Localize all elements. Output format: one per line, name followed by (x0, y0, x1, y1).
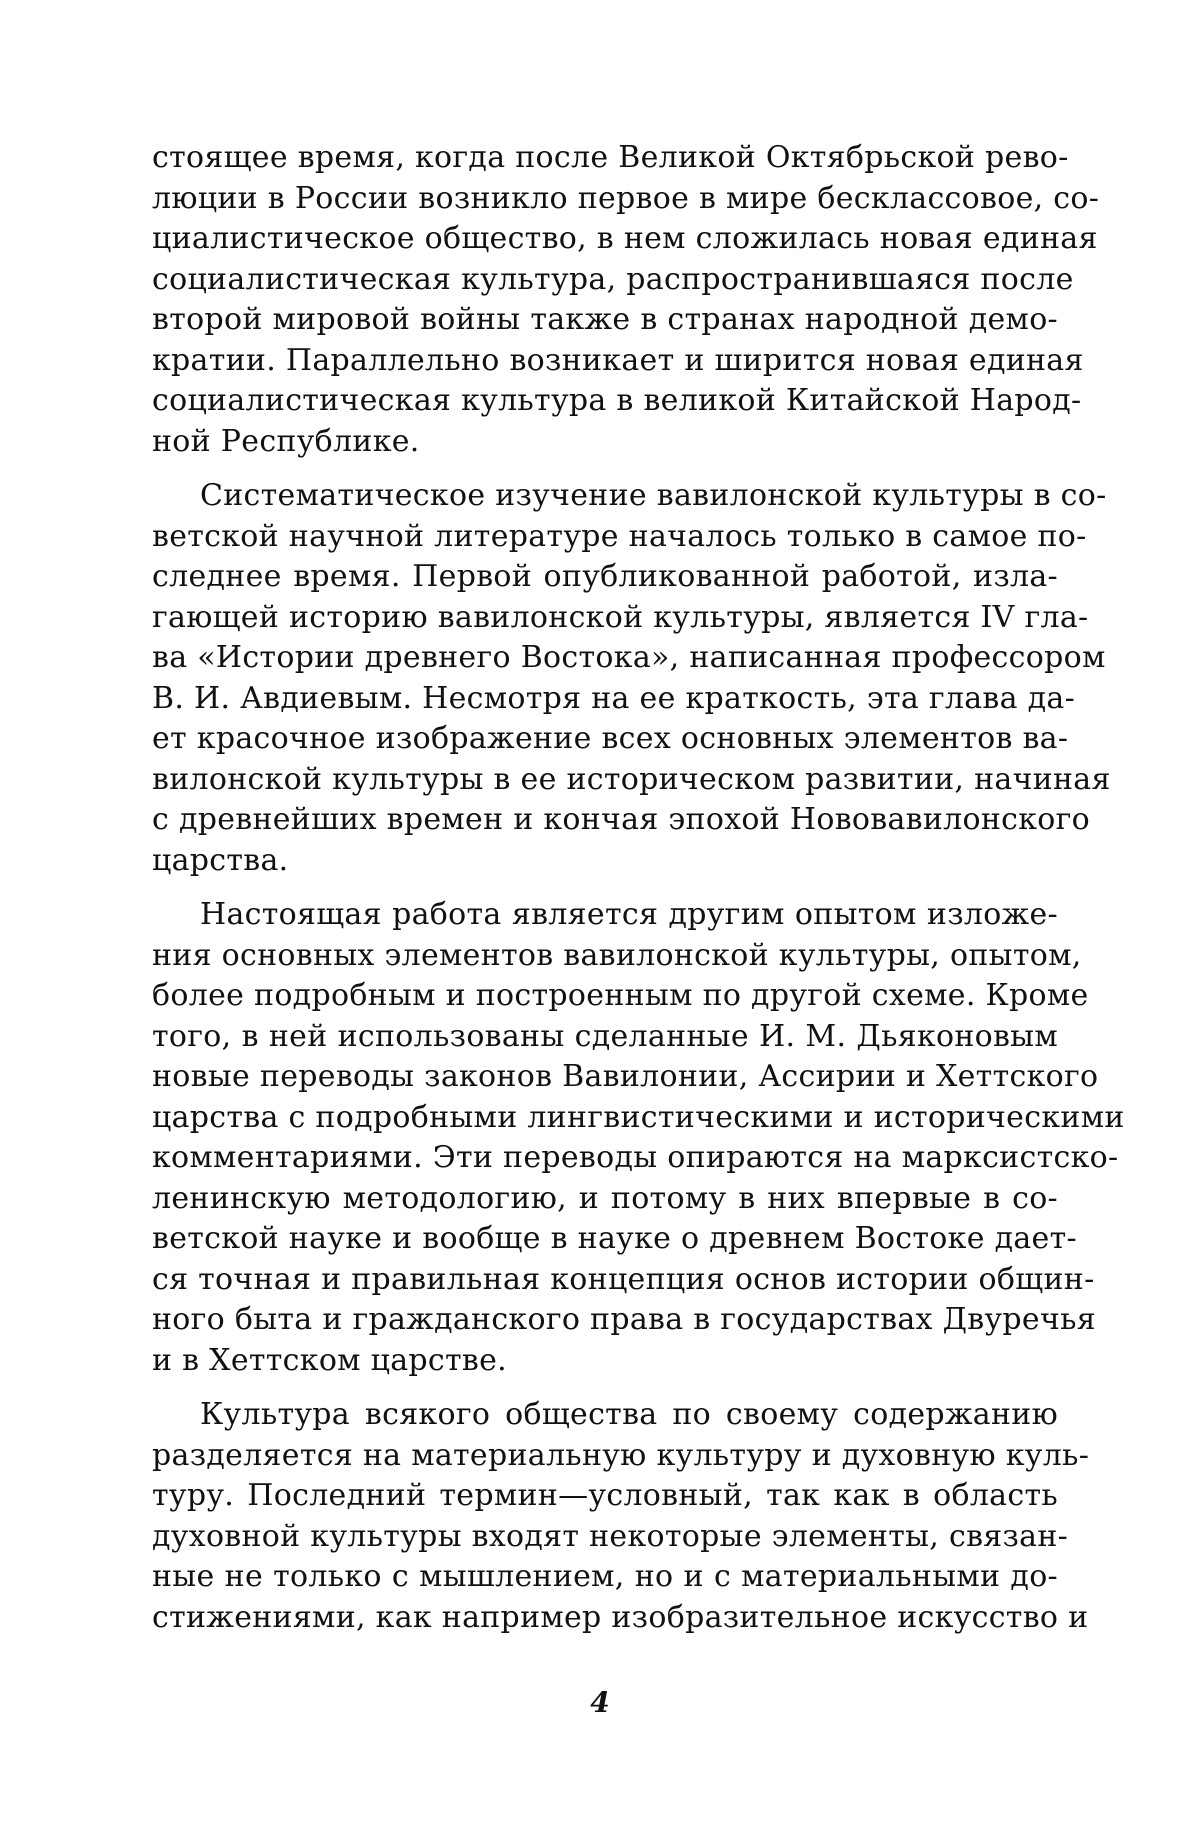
text-line: Культура всякого общества по своему содержанию (200, 1397, 1058, 1432)
text-line: люции в России возникло первое в мире бесклассовое, со- (152, 180, 1100, 216)
text-line: Настоящая работа является другим опытом изложе- (200, 897, 1058, 932)
text-line: социалистическая культура, распространившаяся после (152, 261, 1074, 297)
paragraph-3 (152, 895, 1125, 1381)
text-line: духовной культуры входят некоторые элементы, связан- (152, 1518, 1069, 1554)
text-line: стижениями, как например изобразительное искусство и (152, 1599, 1089, 1635)
paragraph-2 (152, 476, 1111, 881)
text-line: Систематическое изучение вавилонской культуры в со- (200, 478, 1107, 513)
text-line: вилонской культуры в ее историческом развитии, начиная (152, 761, 1111, 797)
text-line: стоящее время, когда после Великой Октябрьской рево- (152, 140, 1069, 175)
text-line: ва «Истории древнего Востока», написанная профессором (152, 640, 1106, 675)
text-line: того, в ней использованы сделанные И. М. Дьяконовым (152, 1018, 1058, 1054)
text-line: комментариями. Эти переводы опираются на марксистско- (152, 1140, 1119, 1175)
page-text (152, 138, 1125, 1638)
text-line: следнее время. Первой опубликованной работой, изла- (152, 559, 1058, 594)
paragraph-4 (152, 1395, 1090, 1638)
text-line: царства. (152, 842, 289, 878)
text-line: В. И. Авдиевым. Несмотря на ее краткость, эта глава да- (152, 680, 1076, 716)
text-line: туру. Последний термин—условный, так как в область (152, 1478, 1058, 1513)
text-line: новые переводы законов Вавилонии, Ассирии и Хеттского (152, 1059, 1099, 1094)
paragraph-1 (152, 138, 1100, 462)
text-line: ния основных элементов вавилонской культуры, опытом, (152, 937, 1082, 973)
text-line: с древнейших времен и кончая эпохой Нововавилонского (152, 802, 1091, 837)
text-line: социалистическая культура в великой Китайской Народ- (152, 383, 1082, 418)
text-line: ет красочное изображение всех основных элементов ва- (152, 721, 1069, 756)
text-line: ветской науке и вообще в науке о древнем Востоке дает- (152, 1221, 1077, 1256)
text-line: разделяется на материальную культуру и духовную куль- (152, 1437, 1090, 1473)
text-line: ного быта и гражданского права в государствах Двуречья (152, 1302, 1096, 1337)
text-line: более подробным и построенным по другой схеме. Кроме (152, 978, 1089, 1013)
text-line: царства с подробными лингвистическими и историческими (152, 1099, 1125, 1135)
text-line: ной Республике. (152, 423, 420, 459)
page-number: 4 (590, 1686, 610, 1719)
text-line: ся точная и правильная концепция основ истории общин- (152, 1261, 1095, 1297)
text-line: гающей историю вавилонской культуры, является IV гла- (152, 599, 1089, 635)
text-line: ленинскую методологию, и потому в них впервые в со- (152, 1180, 1058, 1216)
text-line: кратии. Параллельно возникает и ширится новая единая (152, 342, 1084, 378)
text-line: и в Хеттском царстве. (152, 1342, 508, 1378)
text-line: второй мировой войны также в странах народной демо- (152, 302, 1058, 337)
text-line: циалистическое общество, в нем сложилась новая единая (152, 221, 1098, 256)
text-line: ные не только с мышлением, но и с материальными до- (152, 1559, 1058, 1594)
text-line: ветской научной литературе началось только в самое по- (152, 518, 1087, 554)
